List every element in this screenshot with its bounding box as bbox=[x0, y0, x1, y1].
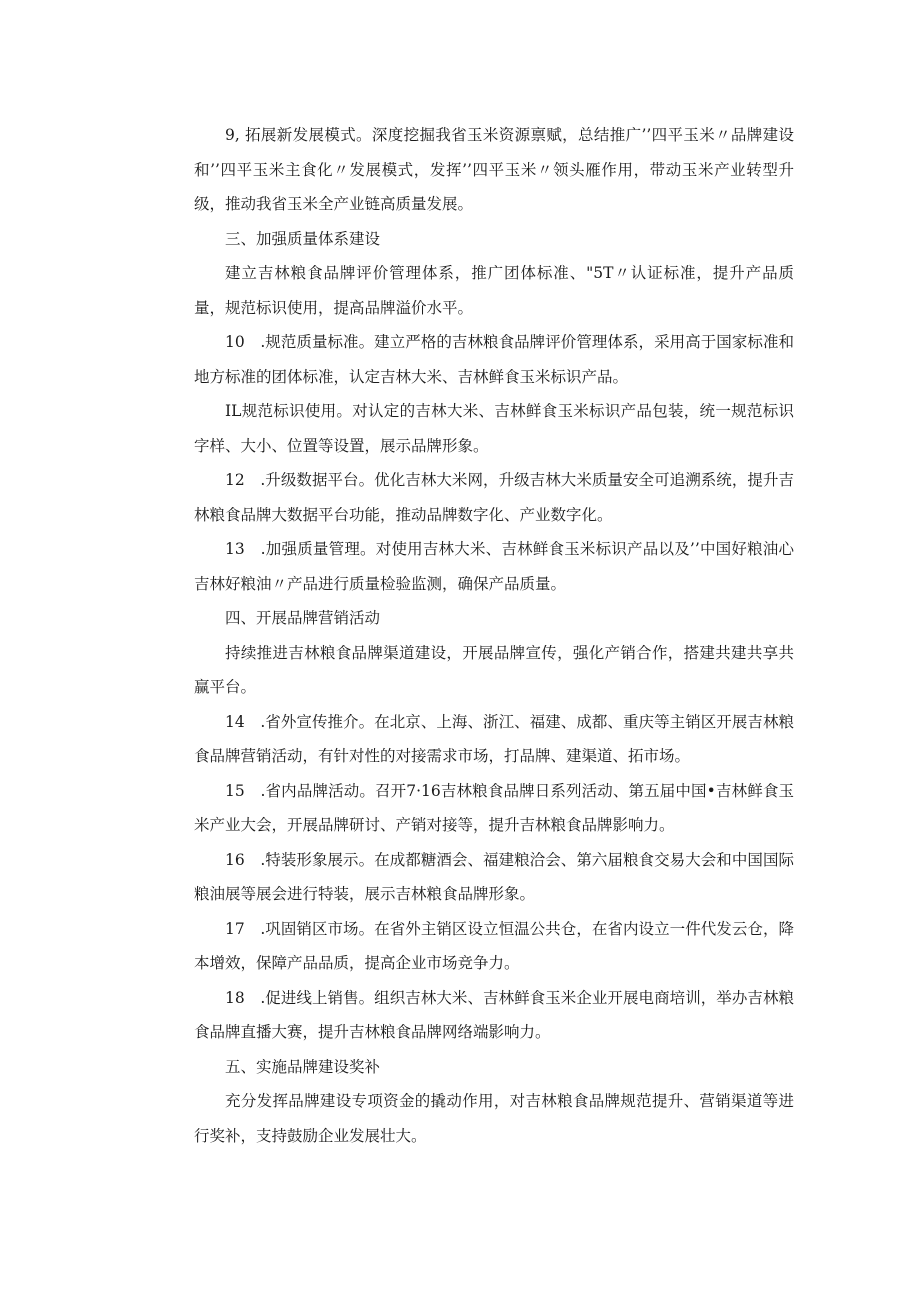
paragraph-item-16: 16 .特装形象展示。在成都糖酒会、福建粮洽会、第六届粮食交易大会和中国国际粮油展等展会进行特装，展示吉林粮食品牌形象。 bbox=[194, 850, 794, 903]
paragraph-item-9: 9, 拓展新发展模式。深度挖掘我省玉米资源禀赋，总结推广’’四平玉米〃品牌建设和’’四平玉米主食化〃发展模式，发挥’’四平玉米〃领头雁作用，带动玉米产业转型升级，推动我省玉米全产业链高质量发展。 bbox=[194, 126, 794, 213]
paragraph-item-11: IL规范标识使用。对认定的吉林大米、吉林鲜食玉米标识产品包装，统一规范标识字样、大小、位置等设置，展示品牌形象。 bbox=[194, 402, 794, 455]
paragraph-item-18: 18 .促进线上销售。组织吉林大米、吉林鲜食玉米企业开展电商培训，举办吉林粮食品牌直播大赛，提升吉林粮食品牌网络端影响力。 bbox=[194, 988, 794, 1041]
section-heading-5: 五、实施品牌建设奖补 bbox=[225, 1057, 381, 1076]
document-body bbox=[194, 118, 794, 1153]
paragraph-item-10: 10 .规范质量标准。建立严格的吉林粮食品牌评价管理体系，采用高于国家标准和地方标准的团体标准，认定吉林大米、吉林鲜食玉米标识产品。 bbox=[194, 333, 794, 386]
section-heading-4: 四、开展品牌营销活动 bbox=[225, 609, 381, 627]
paragraph-item-13: 13 .加强质量管理。对使用吉林大米、吉林鲜食玉米标识产品以及’’中国好粮油心吉林好粮油〃产品进行质量检验监测，确保产品质量。 bbox=[194, 540, 794, 593]
section-heading-3: 三、加强质量体系建设 bbox=[225, 229, 381, 248]
paragraph-item-12: 12 .升级数据平台。优化吉林大米网，升级吉林大米质量安全可追溯系统，提升吉林粮食品牌大数据平台功能，推动品牌数字化、产业数字化。 bbox=[194, 471, 794, 524]
paragraph-item-17: 17 .巩固销区市场。在省外主销区设立恒温公共仓，在省内设立一件代发云仓，降本增效，保障产品品质，提高企业市场竞争力。 bbox=[194, 919, 794, 972]
section-5-intro: 充分发挥品牌建设专项资金的撬动作用，对吉林粮食品牌规范提升、营销渠道等进行奖补，支持鼓励企业发展壮大。 bbox=[194, 1092, 794, 1145]
paragraph-item-15: 15 .省内品牌活动。召开7·16吉林粮食品牌日系列活动、第五届中国•吉林鲜食玉米产业大会，开展品牌研讨、产销对接等，提升吉林粮食品牌影响力。 bbox=[194, 781, 794, 834]
section-3-intro: 建立吉林粮食品牌评价管理体系，推广团体标准、"5T〃认证标准，提升产品质量，规范标识使用，提高品牌溢价水平。 bbox=[194, 264, 794, 317]
paragraph-item-14: 14 .省外宣传推介。在北京、上海、浙江、福建、成都、重庆等主销区开展吉林粮食品牌营销活动，有针对性的对接需求市场，打品牌、建渠道、拓市场。 bbox=[194, 712, 794, 765]
section-4-intro: 持续推进吉林粮食品牌渠道建设，开展品牌宣传，强化产销合作，搭建共建共享共赢平台。 bbox=[194, 643, 794, 696]
